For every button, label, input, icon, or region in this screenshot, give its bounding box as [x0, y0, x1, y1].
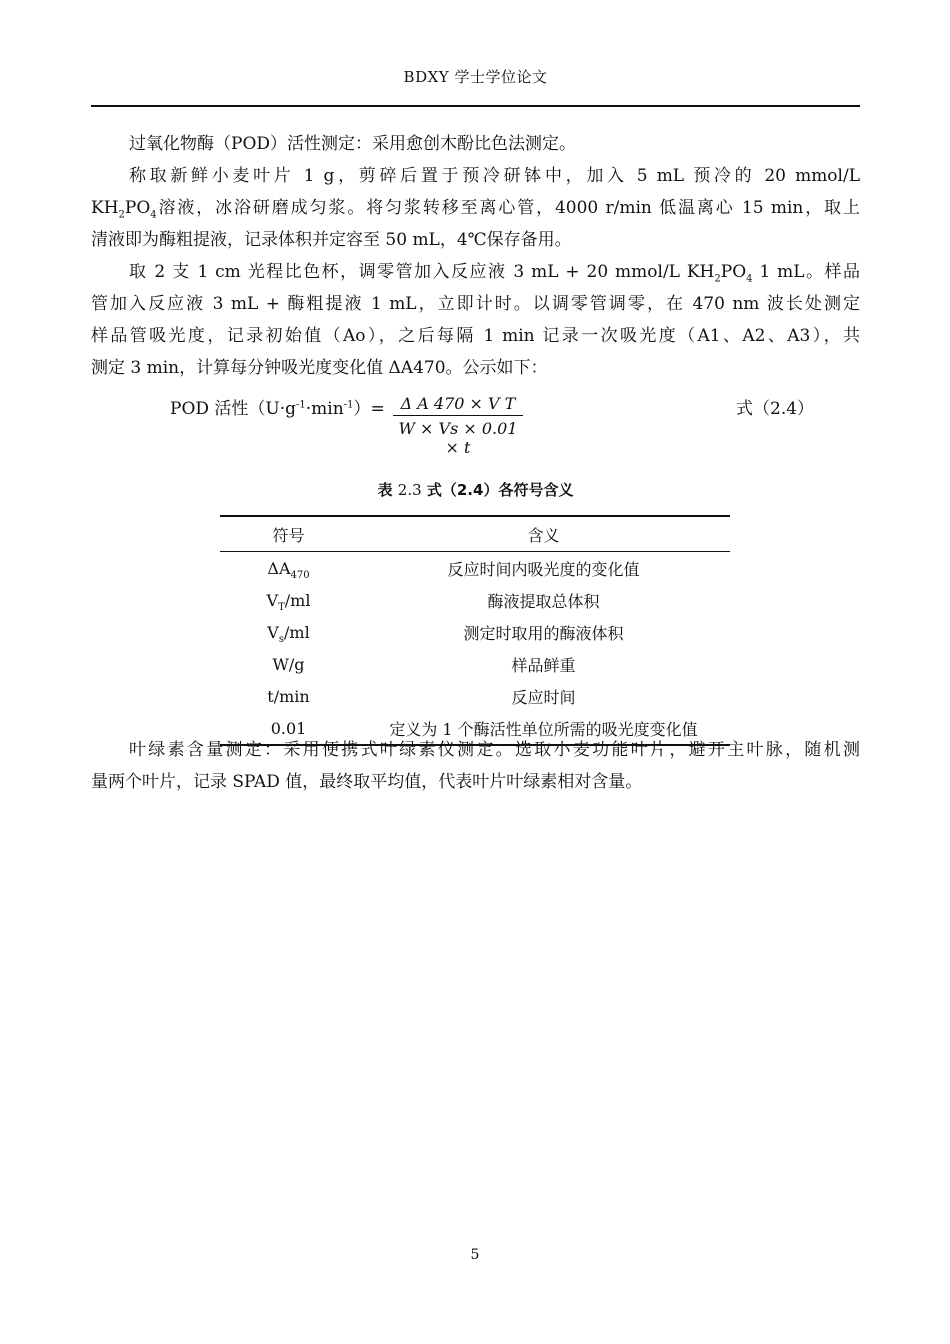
meaning-cell: 测定时取用的酶液体积 [463, 623, 624, 643]
meaning-cell: 反应时间内吸光度的变化值 [447, 559, 640, 579]
paragraph-line: 样品管吸光度，记录初始值（Ao），之后每隔 1 min 记录一次吸光度（A1、A2、A3），共 [91, 326, 860, 346]
paragraph-line: 管加入反应液 3 mL + 酶粗提液 1 mL，立即计时。以调零管调零，在 470 nm 波长处测定 [91, 294, 860, 314]
symbol-table [220, 515, 730, 746]
paragraph-line: 量两个叶片，记录 SPAD 值，最终取平均值，代表叶片叶绿素相对含量。 [91, 772, 643, 792]
paragraph-pod-intro: 过氧化物酶（POD）活性测定：采用愈创木酚比色法测定。 [129, 134, 577, 154]
paragraph-line: 清液即为酶粗提液，记录体积并定容至 50 mL，4℃保存备用。 [91, 230, 572, 250]
symbol-cell: $V_s/ml$ [267, 622, 310, 645]
paragraph-measurement [91, 256, 860, 384]
table-row [220, 648, 730, 680]
paragraph-line: 称取新鲜小麦叶片 1 g，剪碎后置于预冷研钵中，加入 5 mL 预冷的 20 mmol/L [129, 166, 860, 186]
paragraph-line: $KH_2PO_4$溶液，冰浴研磨成匀浆。将匀浆转移至离心管，4000 r/min 低温离心 15 min，取上 [91, 198, 860, 221]
table-row [220, 616, 730, 648]
formula-lhs: POD 活性$(U\cdot g^{-1}\cdot\min^{-1})=$ [170, 399, 385, 419]
column-header-meaning: 含义 [527, 525, 560, 545]
formula-fraction [393, 394, 523, 457]
meaning-cell: 反应时间 [511, 687, 576, 707]
formula-denominator: W × Vs × 0.01 × t [398, 419, 518, 457]
symbol-cell: $\Delta A_{470}$ [267, 558, 310, 581]
paragraph-line: 测定 3 min，计算每分钟吸光度变化值 ΔA470。公示如下： [91, 358, 548, 378]
symbol-cell: W/g [272, 654, 305, 674]
column-header-symbol: 符号 [272, 525, 305, 545]
paragraph-extraction [91, 160, 860, 256]
paragraph-chlorophyll [91, 734, 860, 798]
formula-numerator: Δ A 470 × V T [393, 394, 523, 416]
table-caption: 表 2.3 式（2.4）各符号含义 [377, 481, 574, 499]
symbol-cell: 0.01 [270, 718, 307, 738]
pod-activity-formula [170, 394, 860, 457]
running-header: BDXY 学士学位论文 [403, 68, 548, 86]
paragraph-line: 取 2 支 1 cm 光程比色杯，调零管加入反应液 3 mL + 20 mmol/L $KH_2PO_4$ 1 mL。样品 [129, 262, 860, 285]
table-header-row [220, 516, 730, 552]
symbol-cell: t/min [267, 686, 310, 706]
table-row [220, 552, 730, 585]
header-rule [91, 105, 860, 107]
meaning-cell: 样品鲜重 [511, 655, 576, 675]
table-row [220, 584, 730, 616]
paragraph-line: 叶绿素含量测定：采用便携式叶绿素仪测定。选取小麦功能叶片，避开主叶脉，随机测 [129, 740, 860, 760]
symbol-cell: $V_T/ml$ [266, 590, 311, 613]
table-row [220, 680, 730, 712]
formula-label: 式（2.4） [736, 399, 815, 419]
page-number: 5 [470, 1247, 480, 1263]
meaning-cell: 酶液提取总体积 [487, 591, 600, 611]
meaning-cell: 定义为 1 个酶活性单位所需的吸光度变化值 [389, 719, 698, 739]
